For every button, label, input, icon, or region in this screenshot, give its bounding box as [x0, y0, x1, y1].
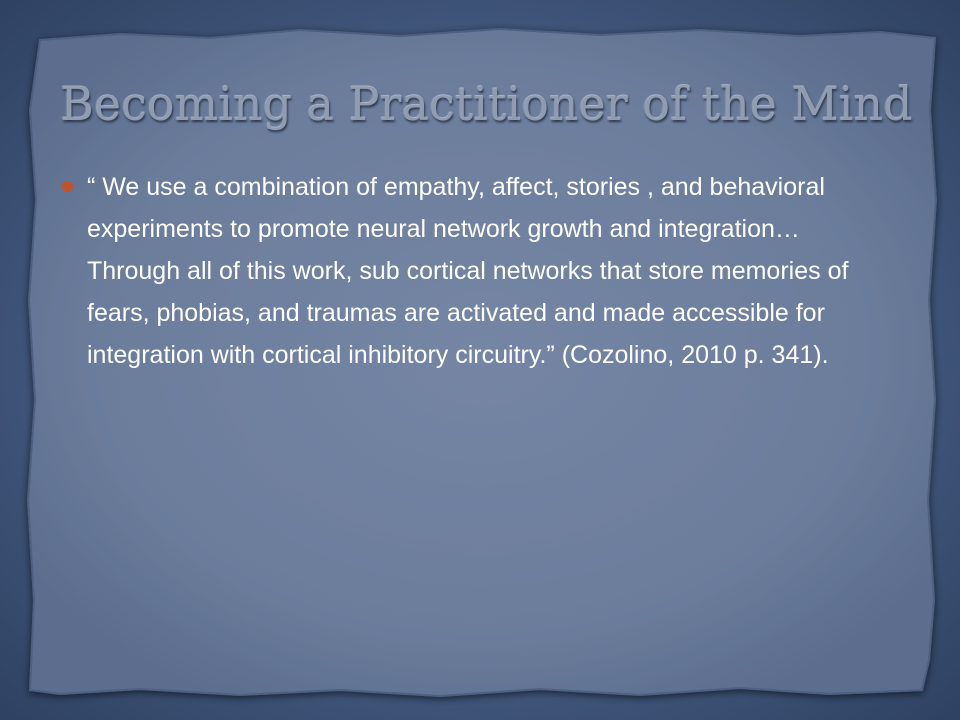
- list-item: [62, 166, 862, 376]
- slide-title: Becoming a Practitioner of the Mind: [60, 77, 913, 131]
- bullet-list: [62, 166, 862, 376]
- bullet-text: “ We use a combination of empathy, affect, stories , and behavioral experiments to promote neural network growth and integration…Through all of this work, sub cortical networks that store memories of fears, phobias, and traumas are activated and made accessible for integration with cortical inhibitory circuitry.” (Cozolino, 2010 p. 341).: [87, 173, 849, 369]
- bullet-dot-icon: [62, 181, 73, 192]
